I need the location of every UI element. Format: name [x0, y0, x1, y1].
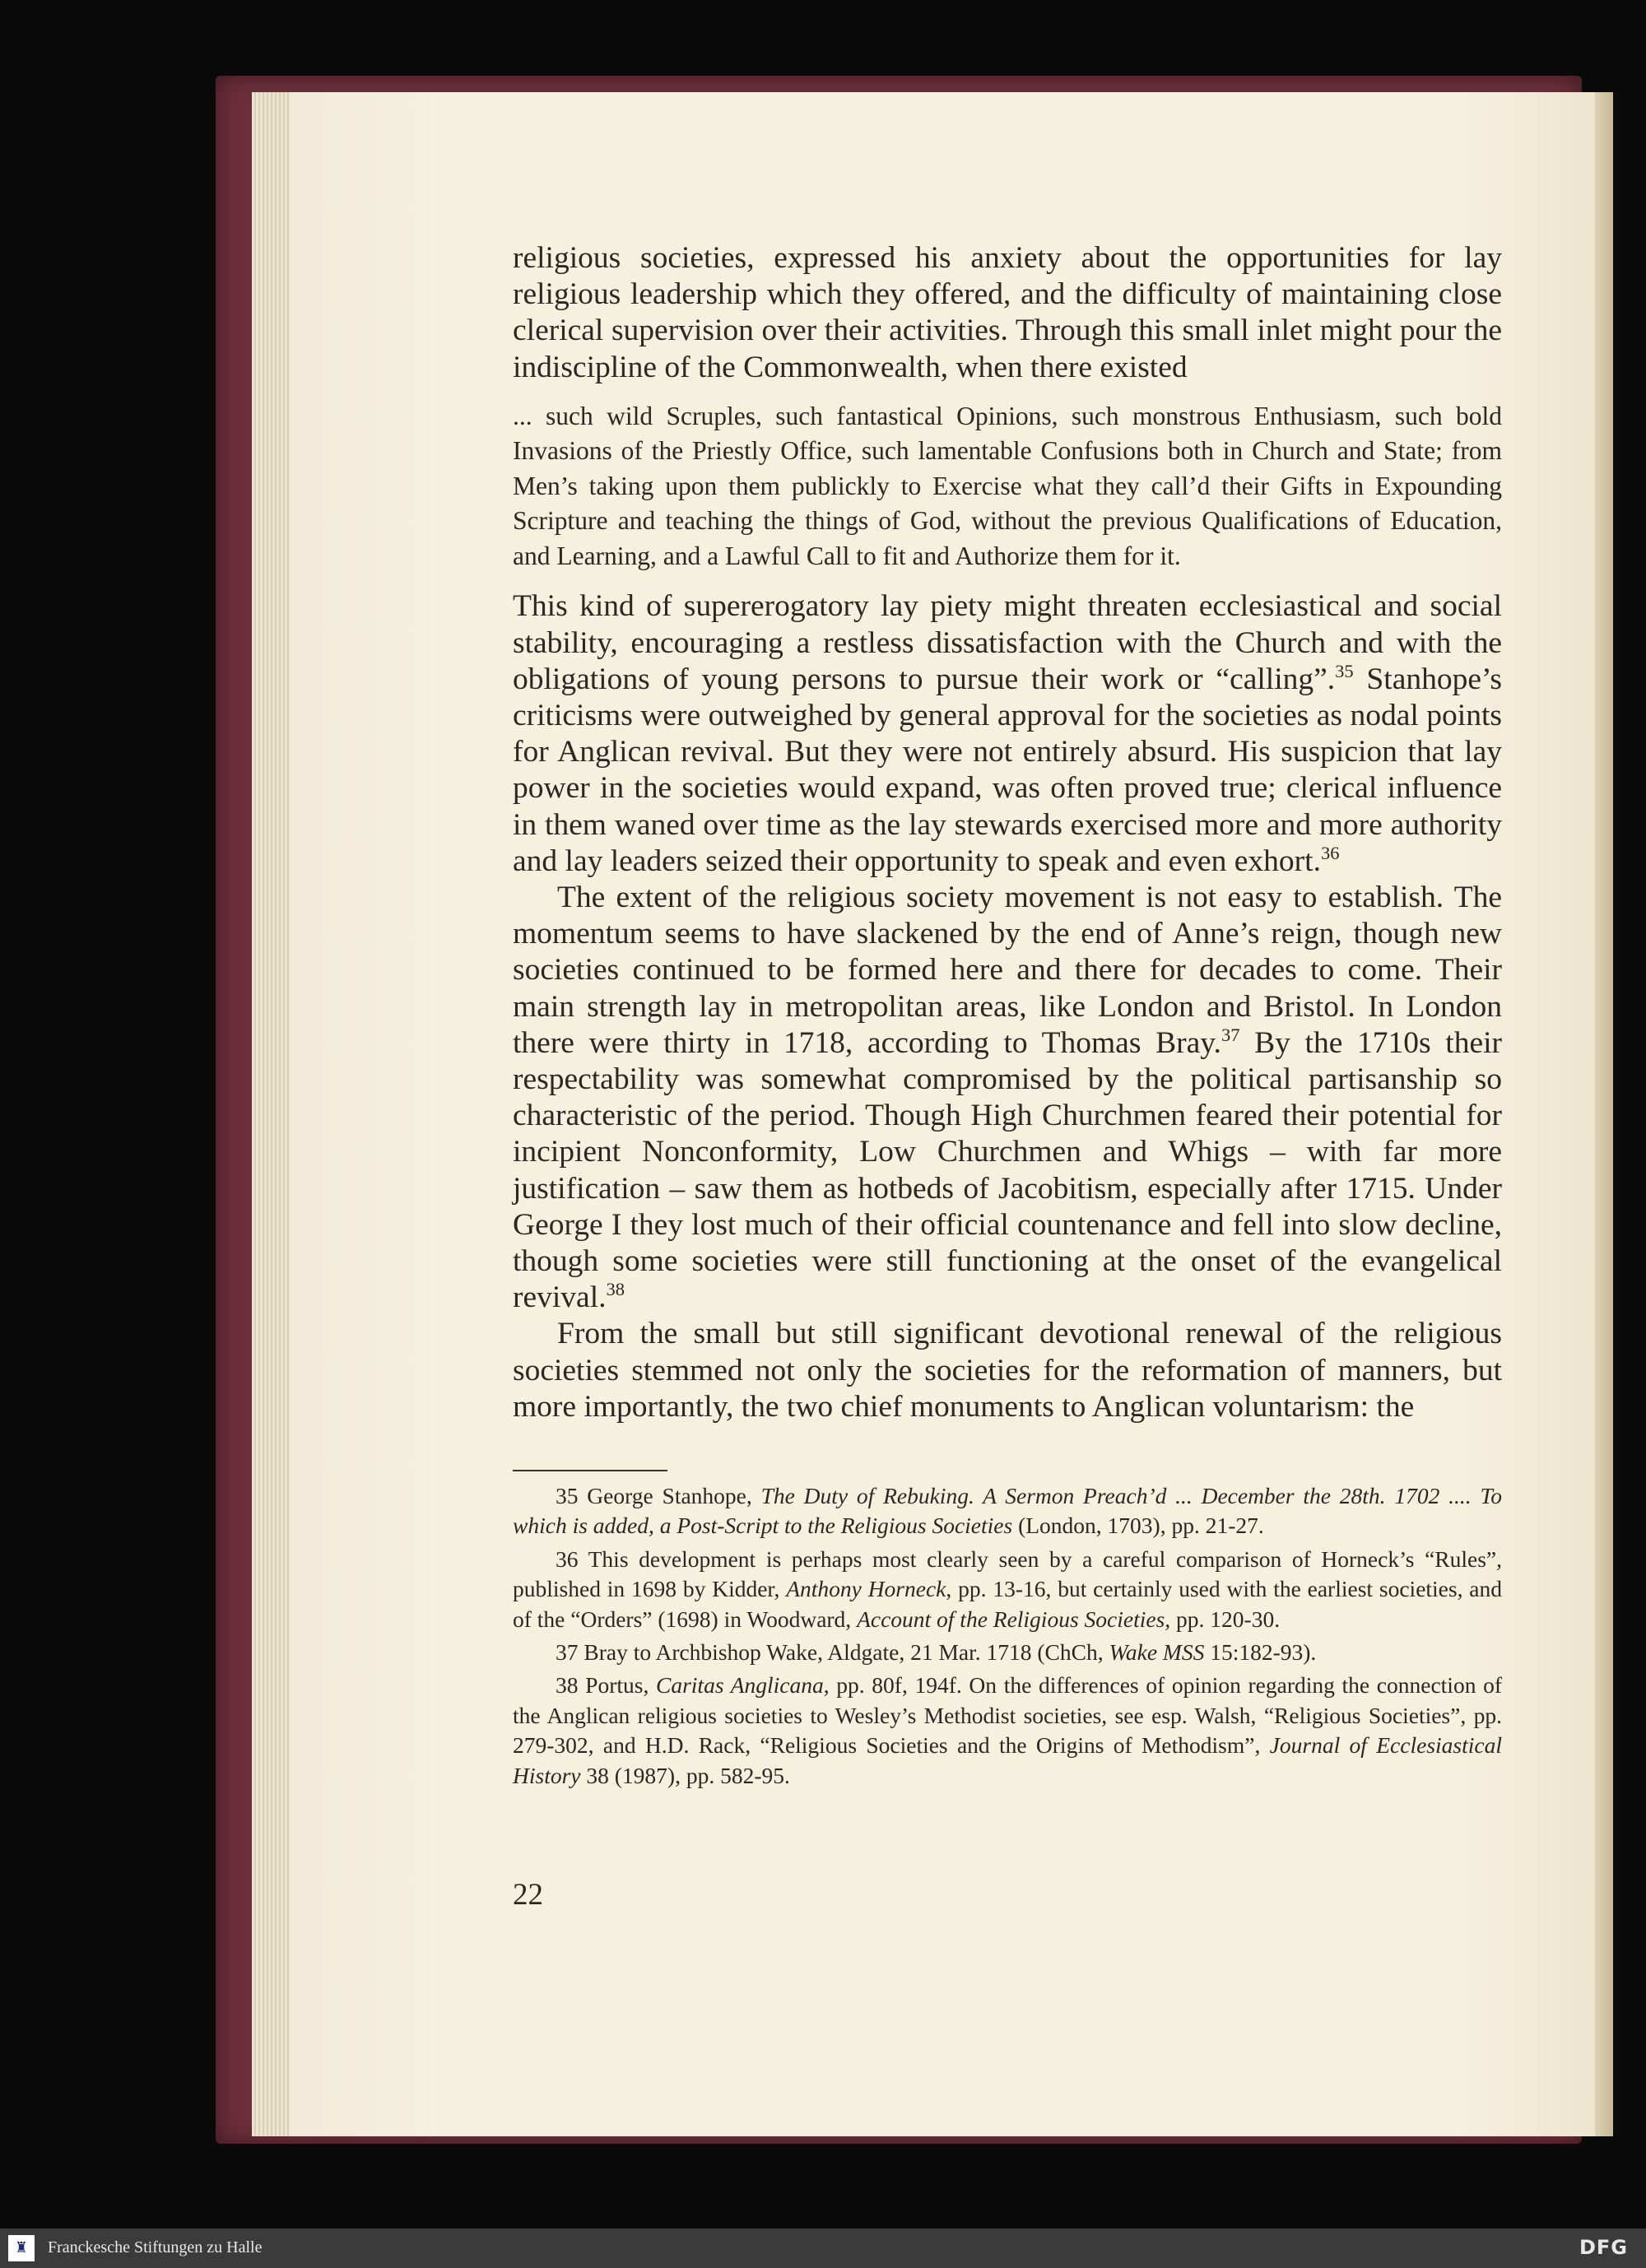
paragraph-1: religious societies, expressed his anxiety about the opportunities for lay religious leadership which they offered, and the difficulty of maintaining close clerical supervision over their activities. Through this small inlet might pour the indiscipline of the Commonwealth, when there existed [513, 241, 1502, 384]
viewer-footer-bar [0, 2228, 1646, 2268]
footnote-text: Portus, [578, 1672, 656, 1699]
footnote-number: 38 [556, 1672, 579, 1699]
institution-name[interactable]: Franckesche Stiftungen zu Halle [48, 2238, 263, 2256]
footnote-number: 36 [556, 1545, 579, 1572]
footnote-italic: Wake MSS [1109, 1639, 1205, 1666]
paragraph-2 [513, 588, 1502, 880]
page-number: 22 [513, 1878, 543, 1912]
footnote-text: This development is perhaps most clearly seen by a careful comparison of Horneck’s “Rules”, published in 1698 by Kidder, [513, 1545, 1502, 1602]
footnote-ref-37[interactable]: 37 [1221, 1024, 1240, 1045]
page-edges [252, 92, 293, 2136]
dfg-logo[interactable]: DFG [1579, 2236, 1628, 2259]
footnote-text: , pp. 13-16, but certainly used with the earliest societies, and of the “Orders” (1698) in Woodward, [513, 1576, 1503, 1632]
footnote-ref-36[interactable]: 36 [1320, 842, 1340, 863]
footnote-text: , pp. 120-30. [1165, 1606, 1281, 1632]
footnote-text: 15:182-93). [1204, 1639, 1317, 1666]
franckesche-logo-icon[interactable]: ♜ [8, 2235, 35, 2261]
footnote-italic: The Duty of Rebuking. A Sermon Preach’d ... December the 28th. 1702 .... To which is added, a Post-Script to the Religious Societies [513, 1482, 1502, 1539]
footnote-35 [513, 1481, 1502, 1541]
block-quote: ... such wild Scruples, such fantastical Opinions, such monstrous Enthusiasm, such bold Invasions of the Priestly Office, such lamentable Confusions both in Church and State; from Men’s taking upon them publickly to Exercise what they call’d their Gifts in Expounding Scripture and teaching the things of God, without the previous Qualifications of Education, and Learning, and a Lawful Call to fit and Authorize them for it. [513, 401, 1502, 570]
footnote-number: 37 [556, 1639, 579, 1666]
footnote-number: 35 [556, 1482, 579, 1508]
paragraph-2-text-a: This kind of supererogatory lay piety might threaten ecclesiastical and social stability, encouraging a restless dissatisfaction with the Church and with the obligations of young persons to pursue their work or “calling”. [513, 589, 1502, 696]
footnote-italic: Journal of Ecclesiastical History [513, 1732, 1502, 1788]
footnote-italic: Caritas Anglicana [656, 1672, 824, 1699]
page-gutter-shadow [1595, 92, 1613, 2136]
paragraph-3-text-b: By the 1710s their respectability was somewhat compromised by the political partisanship so characteristic of the period. Though High Churchmen feared their potential for incipient Nonconformity, Low Churchmen and Whigs – with far more justification – saw them as hotbeds of Jacobitism, especially after 1715. Under George I they lost much of their official countenance and fell into slow decline, though some societies were still functioning at the onset of the evangelical revival. [513, 1025, 1503, 1315]
footnote-38 [513, 1671, 1502, 1791]
paragraph-3 [513, 880, 1502, 1316]
footnote-ref-35[interactable]: 35 [1335, 660, 1354, 681]
footnote-text: Bray to Archbishop Wake, Aldgate, 21 Mar. 1718 (ChCh, [578, 1639, 1109, 1666]
footnote-37 [513, 1638, 1502, 1667]
footnote-italic: Account of the Religious Societies [857, 1606, 1165, 1632]
paragraph-2-text-b: Stanhope’s criticisms were outweighed by general approval for the societies as nodal points for Anglican revival. But they were not entirely absurd. His suspicion that lay power in the societies would expand, was often proved true; clerical influence in them waned over time as the lay stewards exercised more and more authority and lay leaders seized their opportunity to speak and even exhort. [513, 662, 1502, 878]
footnote-text: , pp. 80f, 194f. On the differences of opinion regarding the connection of the Anglican religious societies to Wesley’s Methodist societies, see esp. Walsh, “Religious Societies”, pp. 279-302, and H.D. Rack, “Religious Societies and the Origins of Methodism”, [513, 1672, 1503, 1759]
footnote-italic: Anthony Horneck [786, 1576, 946, 1602]
footnote-rule [513, 1470, 667, 1471]
paragraph-3-text-a: The extent of the religious society movement is not easy to establish. The momentum seems to have slackened by the end of Anne’s reign, though new societies continued to be formed here and there for decades to come. Their main strength lay in metropolitan areas, like London and Bristol. In London there were thirty in 1718, according to Thomas Bray. [513, 880, 1502, 1060]
footnote-text: (London, 1703), pp. 21-27. [1012, 1513, 1264, 1539]
footnote-36 [513, 1545, 1502, 1634]
footnote-text: 38 (1987), pp. 582-95. [580, 1762, 790, 1788]
text-block [513, 240, 1502, 1794]
footnote-text: George Stanhope, [578, 1482, 761, 1508]
footnote-ref-38[interactable]: 38 [606, 1279, 625, 1300]
paragraph-4: From the small but still significant devotional renewal of the religious societies stemmed not only the societies for the reformation of manners, but more importantly, the two chief monuments to Anglican voluntarism: the [513, 1317, 1502, 1424]
